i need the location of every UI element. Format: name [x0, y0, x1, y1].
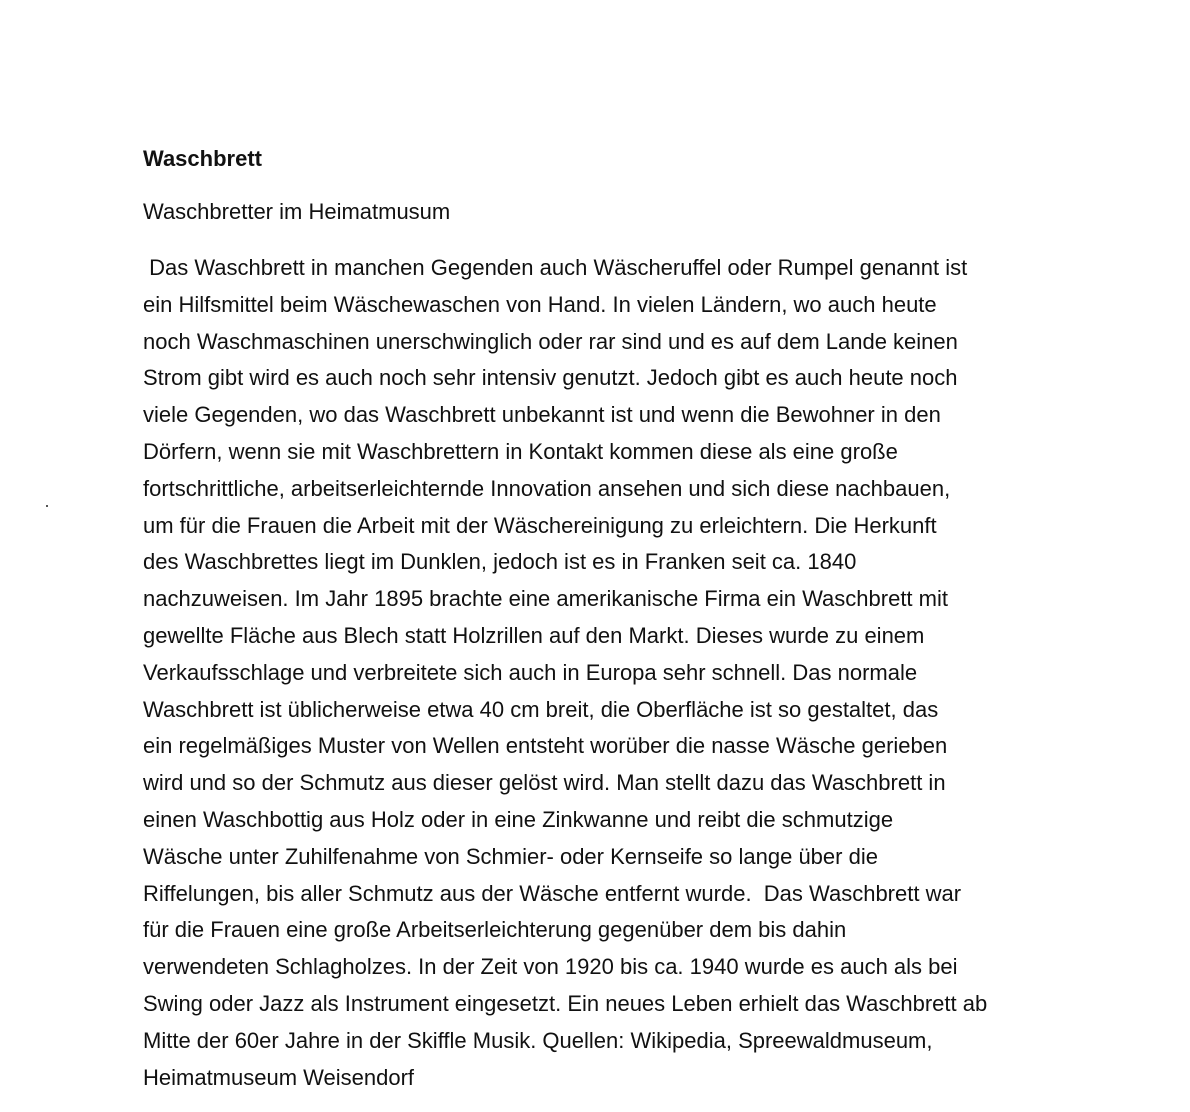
- body-line: fortschrittliche, arbeitserleichternde Innovation ansehen und sich diese nachbauen,: [143, 475, 951, 501]
- body-line: für die Frauen eine große Arbeitserleichterung gegenüber dem bis dahin: [143, 917, 847, 943]
- body-line: einen Waschbottig aus Holz oder in eine Zinkwanne und reibt die schmutzige: [143, 806, 894, 832]
- body-line: gewellte Fläche aus Blech statt Holzrillen auf den Markt. Dieses wurde zu einem: [143, 622, 925, 648]
- body-line: verwendeten Schlagholzes. In der Zeit von 1920 bis ca. 1940 wurde es auch als bei: [143, 954, 958, 980]
- body-line: um für die Frauen die Arbeit mit der Wäschereinigung zu erleichtern. Die Herkunft: [143, 512, 937, 538]
- document-subtitle: Waschbretter im Heimatmusum: [143, 199, 451, 224]
- body-line: Heimatmuseum Weisendorf: [143, 1064, 415, 1090]
- body-line: viele Gegenden, wo das Waschbrett unbekannt ist und wenn die Bewohner in den: [143, 402, 941, 428]
- body-line: Swing oder Jazz als Instrument eingesetzt. Ein neues Leben erhielt das Waschbrett ab: [143, 990, 988, 1016]
- body-line: Riffelungen, bis aller Schmutz aus der Wäsche entfernt wurde. Das Waschbrett war: [143, 880, 962, 906]
- body-line: Verkaufsschlage und verbreitete sich auch in Europa sehr schnell. Das normale: [143, 659, 918, 685]
- body-line: Wäsche unter Zuhilfenahme von Schmier- oder Kernseife so lange über die: [143, 843, 878, 869]
- body-line: noch Waschmaschinen unerschwinglich oder rar sind und es auf dem Lande keinen: [143, 328, 958, 354]
- body-line: Dörfern, wenn sie mit Waschbrettern in Kontakt kommen diese als eine große: [143, 438, 898, 464]
- document-title: Waschbrett: [143, 146, 262, 171]
- body-line: ein regelmäßiges Muster von Wellen entsteht worüber die nasse Wäsche gerieben: [143, 733, 948, 759]
- body-line: Waschbrett ist üblicherweise etwa 40 cm breit, die Oberfläche ist so gestaltet, das: [143, 696, 939, 722]
- body-line: des Waschbrettes liegt im Dunklen, jedoch ist es in Franken seit ca. 1840: [143, 549, 857, 575]
- body-paragraph: [143, 250, 1123, 1096]
- body-line: wird und so der Schmutz aus dieser gelöst wird. Man stellt dazu das Waschbrett in: [143, 770, 946, 796]
- stray-dot-mark: [46, 505, 48, 507]
- body-line: nachzuweisen. Im Jahr 1895 brachte eine amerikanische Firma ein Waschbrett mit: [143, 586, 948, 612]
- body-line: Das Waschbrett in manchen Gegenden auch Wäscheruffel oder Rumpel genannt ist: [143, 255, 968, 280]
- body-line: Strom gibt wird es auch noch sehr intensiv genutzt. Jedoch gibt es auch heute noch: [143, 365, 958, 391]
- body-line: ein Hilfsmittel beim Wäschewaschen von Hand. In vielen Ländern, wo auch heute: [143, 291, 937, 317]
- document-content: [143, 144, 1123, 1096]
- body-line: Mitte der 60er Jahre in der Skiffle Musik. Quellen: Wikipedia, Spreewaldmuseum,: [143, 1027, 933, 1053]
